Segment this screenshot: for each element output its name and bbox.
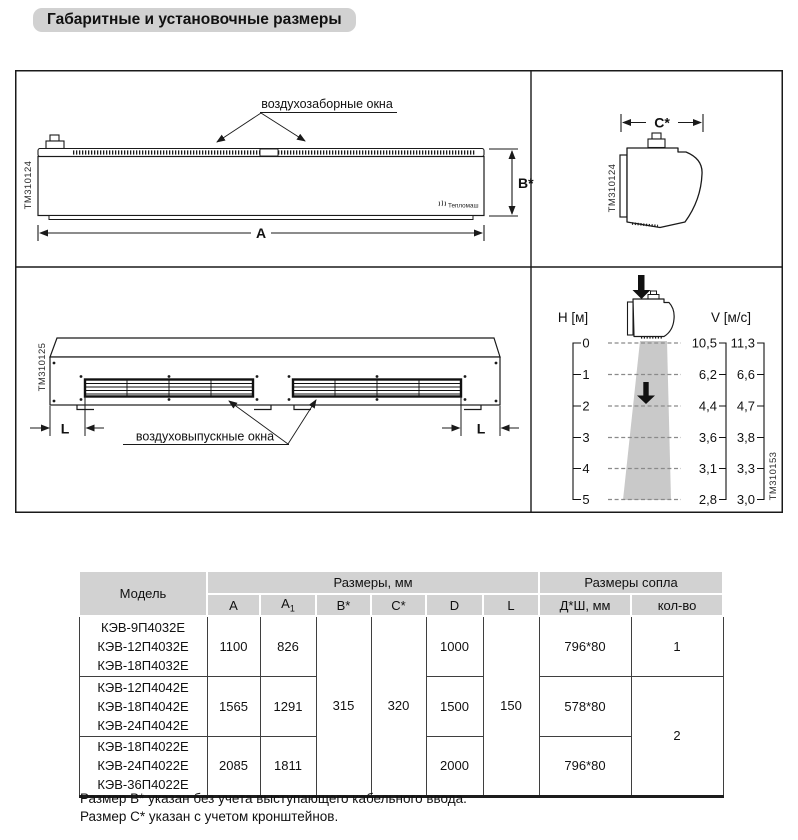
- col-header-l: L: [483, 594, 539, 616]
- dimensions-table: [78, 570, 724, 798]
- side-mounting-plate: [620, 155, 627, 217]
- model-name: КЭВ-18П4022Е: [97, 739, 189, 754]
- v2-value: 6,6: [736, 367, 755, 382]
- mounting-hooks: [77, 405, 481, 410]
- intake-windows-label: воздухозаборные окна: [261, 97, 393, 111]
- outlet-grille-left: [85, 380, 253, 397]
- col-header-a: A: [207, 594, 260, 616]
- v2-value: 4,7: [736, 398, 755, 414]
- v1-values: [692, 336, 717, 508]
- cell-qty: 1: [631, 616, 723, 676]
- model-cell: [79, 676, 207, 736]
- model-name: КЭВ-18П4042Е: [97, 698, 189, 714]
- footnote-b: Размер B* указан без учета выступающего кабельного ввода.: [80, 791, 467, 806]
- model-name: КЭВ-18П4032Е: [97, 657, 189, 673]
- footnote-c: Размер C* указан с учетом кронштейнов.: [80, 808, 339, 824]
- col-group-nozzle: Размеры сопла: [539, 571, 723, 594]
- page-title: Габаритные и установочные размеры: [33, 8, 356, 32]
- intake-leader-right-arrow: [261, 113, 305, 141]
- cell-d: 1000: [426, 616, 483, 676]
- cell-qty-shared: 2: [631, 676, 723, 796]
- drawing-code-front: ТМ310124: [23, 160, 34, 210]
- v1-value: 4,4: [698, 398, 717, 414]
- dim-l-right-label: L: [476, 420, 486, 437]
- h-value: 0: [582, 335, 590, 351]
- inflow-arrow-shaft: [638, 275, 645, 290]
- cable-gland-base: [46, 141, 64, 149]
- unit-body-front: [38, 157, 484, 216]
- v2-value: 3,8: [736, 430, 755, 445]
- v2-value: 3,3: [736, 461, 755, 476]
- h-scale-values: [582, 336, 589, 508]
- unit-profile-outline: [627, 148, 702, 228]
- a1-base: A: [281, 596, 290, 612]
- v1-value: 3,6: [698, 430, 717, 445]
- v-axis-label: V [м/с]: [710, 310, 752, 325]
- chart-unit-plate: [628, 302, 634, 335]
- cell-d: 1500: [426, 676, 483, 736]
- v2-values: [731, 336, 755, 508]
- v2-value: 3,0: [736, 492, 755, 507]
- cell-a1: 826: [260, 616, 316, 676]
- model-name: КЭВ-9П4032Е: [100, 619, 186, 635]
- drawing-code-bottom: ТМ310125: [37, 342, 48, 392]
- model-cell: [79, 736, 207, 796]
- h-value: 5: [582, 492, 590, 507]
- v1-value: 10,5: [691, 335, 717, 351]
- cell-dsh: 578*80: [539, 676, 631, 736]
- airflow-chart-panel: [558, 275, 779, 507]
- side-cable-gland-base: [648, 139, 665, 148]
- outlet-leader-right-arrow: [288, 400, 316, 444]
- front-view-panel: [23, 97, 534, 241]
- col-header-model: Модель: [79, 571, 207, 616]
- brand-label: Тепломаш: [448, 202, 479, 210]
- outlet-windows-label: воздуховыпускные окна: [135, 429, 275, 444]
- model-name: КЭВ-24П4022Е: [97, 758, 189, 773]
- cell-a: 1565: [207, 676, 260, 736]
- cell-dsh: 796*80: [539, 616, 631, 676]
- side-cable-gland-cap: [652, 133, 661, 139]
- cell-a1: 1291: [260, 676, 316, 736]
- chart-unit-gland-base: [648, 295, 659, 300]
- col-header-a1: [260, 594, 316, 616]
- col-header-c: C*: [371, 594, 426, 616]
- footnotes: [80, 790, 467, 825]
- h-scale-bracket: [573, 343, 581, 500]
- bottom-view-panel: [30, 338, 519, 445]
- a1-subscript: 1: [289, 603, 295, 614]
- model-cell: [79, 616, 207, 676]
- cell-a: 2085: [207, 736, 260, 796]
- model-name: КЭВ-24П4042Е: [97, 717, 189, 733]
- col-header-b: B*: [316, 594, 371, 616]
- h-value: 1: [582, 367, 590, 382]
- dim-c-label: C*: [654, 114, 670, 131]
- model-name: КЭВ-12П4032Е: [97, 638, 189, 654]
- chart-unit-gland-cap: [651, 291, 657, 295]
- side-view-panel: [607, 114, 703, 228]
- cable-gland-cap: [50, 135, 59, 141]
- h-value: 2: [582, 398, 590, 414]
- jet-arrow-shaft: [643, 382, 648, 396]
- dim-a-label: A: [255, 225, 267, 241]
- intake-junction-plate: [260, 149, 278, 156]
- dimension-c: [621, 114, 703, 132]
- v1-value: 6,2: [698, 367, 717, 382]
- h-axis-label: H [м]: [557, 310, 589, 325]
- dimension-a: [38, 225, 484, 241]
- table-row: [79, 616, 723, 676]
- dimension-b: [489, 149, 534, 216]
- col-header-qty: кол-во: [631, 594, 723, 616]
- cell-a1: 1811: [260, 736, 316, 796]
- v2-value: 11,3: [730, 335, 755, 351]
- intake-leader-left-arrow: [217, 113, 261, 142]
- drawing-code-side: ТМ310124: [607, 163, 618, 213]
- col-group-dimensions: Размеры, мм: [207, 571, 539, 594]
- outlet-grille-right: [293, 380, 461, 397]
- col-header-dsh: Д*Ш, мм: [539, 594, 631, 616]
- h-value: 4: [582, 461, 590, 476]
- unit-top-face: [50, 338, 500, 357]
- cell-l-shared: 150: [483, 616, 539, 796]
- v1-scale-bracket: [719, 343, 726, 500]
- dimensional-drawing: [15, 70, 783, 513]
- drawing-code-chart: ТМ310153: [768, 451, 779, 501]
- cell-a: 1100: [207, 616, 260, 676]
- cell-dsh: 796*80: [539, 736, 631, 796]
- dim-b-label: B*: [518, 175, 534, 191]
- dim-l-left-label: L: [60, 420, 70, 437]
- cell-c-shared: 320: [371, 616, 426, 796]
- chart-unit-profile: [633, 299, 674, 337]
- h-value: 3: [582, 430, 590, 445]
- model-name: КЭВ-36П4022Е: [97, 777, 189, 792]
- cell-b-shared: 315: [316, 616, 371, 796]
- col-header-d: D: [426, 594, 483, 616]
- v1-value: 2,8: [698, 492, 717, 507]
- v2-scale-bracket: [757, 343, 764, 500]
- airflow-jet-shape: [623, 341, 671, 500]
- cell-d: 2000: [426, 736, 483, 796]
- v1-value: 3,1: [698, 461, 717, 476]
- model-name: КЭВ-12П4042Е: [97, 679, 189, 695]
- outlet-strip-front: [49, 216, 473, 220]
